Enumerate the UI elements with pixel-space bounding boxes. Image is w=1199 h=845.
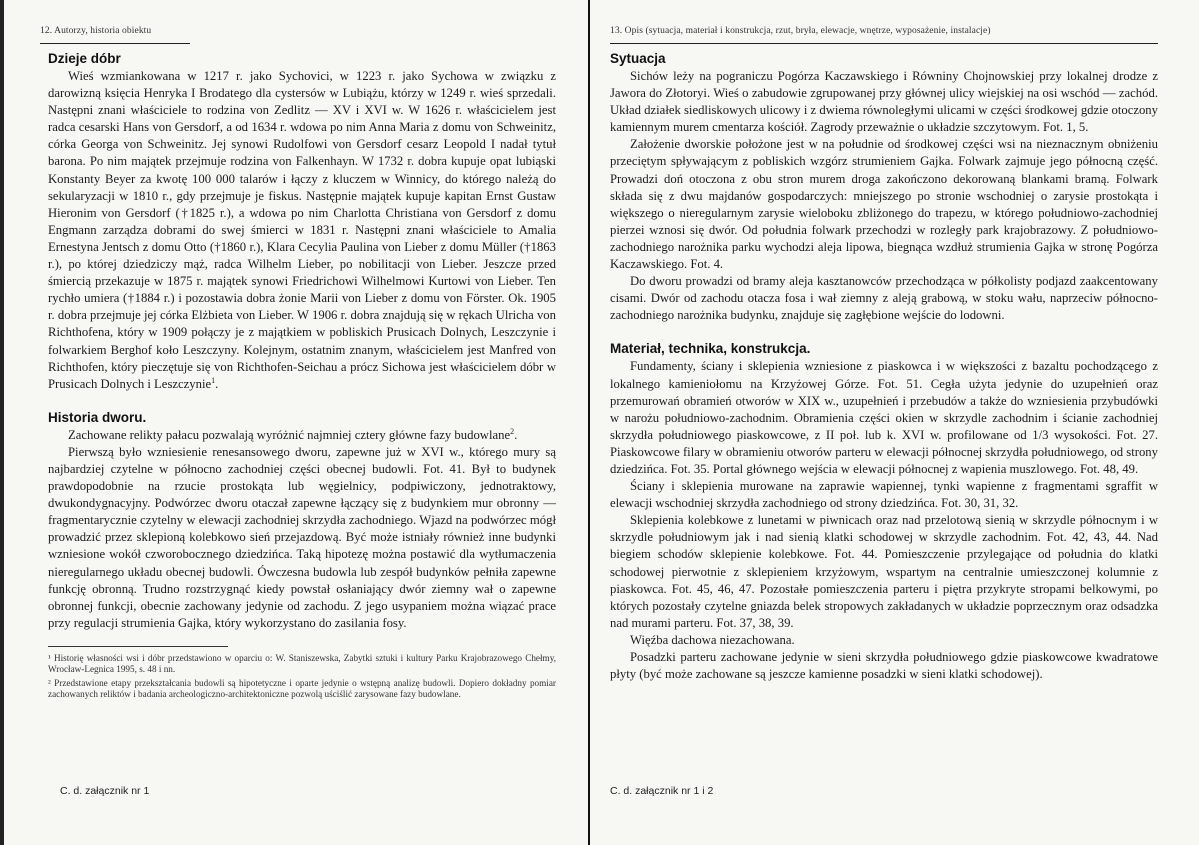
paragraph-sytuacja-3: Do dworu prowadzi od bramy aleja kasztanowców przechodząca w półkolisty podjazd zaakcentowany cisami. Dwór od zachodu otacza fosa i wał ziemny z aleją grabową, w stoku wału, naprzeciw północno-zachodniego narożnika budynku, znajduje się zagłębione wejście do lodowni.	[610, 274, 1158, 323]
page-footer-left: C. d. załącznik nr 1	[60, 785, 150, 797]
paragraph-material-3: Sklepienia kolebkowe z lunetami w piwnicach oraz nad przelotową sienią w skrzydle północnym i w skrzydle południowym jak i nad sienią klatki schodowej w skrzydle zachodnim. Fot. 42, 43, 44. Nad biegiem schodów sklepienie kolebkowe. Fot. 44. Pomieszczenie przylegające od południa do klatki schodowej pierwotnie z sklepieniem krzyżowym, wspartym na centralnie umieszczonej kolumnie z piaskowca. Fot. 45, 46, 47. Pozostałe pomieszczenia parteru i piętra przykryte stropami belkowymi, po których pozostały czytelne gniazda belek stropowych zakładanych w układzie poprzecznym oraz odsadzka nad murami parteru. Fot. 37, 38, 39.	[610, 513, 1158, 630]
left-page-body	[48, 50, 556, 703]
footnote-rule	[48, 646, 228, 647]
paragraph-material-1: Fundamenty, ściany i sklepienia wzniesione z piaskowca i w większości z bazaltu pochodzącego z lokalnego kamieniołomu na Krzyżowej Górze. Fot. 51. Cegła użyta jedynie do uzupełnień oraz przemurowań obramień otworów w XIX w., uzupełnień i przebudów a także do wzniesienia przybudówki w narożu południowo-zachodnim. Obramienia części okien w skrzydle zachodnim i ścianie zachodniej skrzydła południowego piaskowcowe, z II poł. lub k. XVI w. profilowane od 1/3 wysokości. Fot. 27. Piaskowcowe filary w obramieniu otworów parteru w elewacji północnej skrzydła południowego, od strony dziedzińca. Fot. 35. Portal głównego wejścia w elewacji północnej z wapienia muszlowego. Fot. 48, 49.	[610, 359, 1158, 476]
heading-dzieje-dobr: Dzieje dóbr	[48, 51, 121, 66]
footnote-ref-1: 1	[211, 375, 216, 385]
paragraph-sytuacja-2: Założenie dworskie położone jest w na południe od środkowej części wsi na nieznacznym obniżeniu przeciętym spływającym z pobliskich wzgórz strumieniem Gajka. Folwark zajmuje jego północną część. Prowadzi doń otoczona z obu stron murem droga zakończono dekorowaną blankami bramą. Folwark składa się z dwu majdanów gospodarczych: mniejszego po stronie wschodniej o zarysie prostokąta i większego o nieregularnym zarysie wieloboku zbliżonego do trapezu, w którego południowo-zachodniej pierzei wznosi się dwór. Od południa folwark przechodzi w rozległy park krajobrazowy. Z południowo-zachodniego narożnika parku wychodzi aleja lipowa, biegnąca wzdłuż strumienia Gajka w stronę Pogórza Kaczawskiego. Fot. 4.	[610, 137, 1158, 272]
footnote-2: ² Przedstawione etapy przekształcania budowli są hipotetyczne i oparte jedynie o wstępną analizę budowli. Dopiero dokładny pomiar zachowanych reliktów i badania archeologiczno-architektoniczne pozwolą uściślić zarysowane fazy budowlane.	[48, 677, 556, 700]
header-rule-right	[610, 43, 1158, 44]
paragraph-material-4: Więźba dachowa niezachowana.	[630, 632, 795, 647]
heading-historia-dworu: Historia dworu.	[48, 409, 147, 425]
heading-sytuacja: Sytuacja	[610, 51, 666, 66]
paragraph-material-2: Ściany i sklepienia murowane na zaprawie wapiennej, tynki wapienne z fragmentami sgraffit w elewacji wschodniej skrzydła zachodniego od strony dziedzińca. Fot. 30, 31, 32.	[610, 479, 1158, 511]
heading-material: Materiał, technika, konstrukcja.	[610, 341, 811, 357]
running-head-right: 13. Opis (sytuacja, materiał i konstrukcja, rzut, bryła, elewacje, wnętrze, wyposażenie, instalacje)	[610, 26, 991, 36]
page-footer-right: C. d. załącznik nr 1 i 2	[610, 785, 714, 797]
paragraph-dzieje-dobr: Wieś wzmiankowana w 1217 r. jako Sychovici, w 1223 r. jako Sychowa w związku z darowizną księcia Henryka I Brodatego dla cystersów w Lubiążu, którzy w 1249 r. wieś sprzedali. Następni znani właściciele to rodzina von Zedlitz — XV i XVI w. W 1626 r. właścicielem jest radca cesarski Hans von Gersdorf, a od 1634 r. wdowa po nim Anna Maria z domu von Schweinitz, córka Georga von Schweinitz. Jej synowi Rudolfowi von Gersdorf cesarz Leopold I nadał tytuł barona. Po nim majątek przejmuje rodzina von Falkenhayn. W 1732 r. dobra kupuje opat lubiąski Konstanty Beyer za kwotę 100 000 talarów i łączy z kluczem w Winnicy, do którego należą do sekularyzacji w 1810 r., gdy przejmuje je fiskus. Następnie majątek kupuje kapitan Ernst Gustaw Hieronim von Gersdorf (†1825 r.), a wdowa po nim Charlotta Christiana von Gersdorf z domu Engmann zarządza dobrami do swej śmierci w 1831 r. Następni znani właściciele to Amalia Ernestyna Jentsch z domu Otto (†1860 r.), Klara Cecylia Paulina von Lieber z domu Müller (†1863 r.), po której dziedziczy mąż, radca Wilhelm Lieber, po nobilitacji von Lieber. Jeszcze przed śmiercią przekazuje w 1875 r. majątek synowi Friedrichowi Wilhelmowi Kurtowi von Lieber. Ten rychło umiera (†1884 r.) i pozostawia dobra żonie Marii von Lieber z domu von Förster. Ok. 1905 r. dobra przejmuje jej córka Elżbieta von Lieber. W 1906 r. dobra znajdują się w rękach Ulricha von Richthofena, który w 1909 połączy je z majątkiem w pobliskich Prusicach Dolnych, Leszczynie i folwarkiem Berghof koło Leszczyny. Kolejnym, ostatnim znanym, właścicielem jest Manfred von Richthofen, który pieczętuje się von Richthofen-Seichau a prócz Sichowa jest właścicielem dóbr w Prusicach Dolnych i Leszczynie$^1$.	[48, 69, 556, 391]
paragraph-historia-phase1: Pierwszą było wzniesienie renesansowego dworu, zapewne już w XVI w., którego mury są najbardziej czytelne w północno zachodniej części obecnej budowli. Fot. 41. Był to budynek prawdopodobnie na rzucie prostokąta lub węgielnicy, podpiwiczony, jednotraktowy, dwukondygnacyjny. Podwórzec dworu otaczał zapewne łączący się z budynkiem mur obronny — fragmentarycznie czytelny w elewacji zachodniej skrzydła zachodniego. Wjazd na podwórzec mógł prowadzić przez sklepioną kolebkowo sień przejazdową. Być może istniały również inne budynki wzniesione wokół czworobocznego dziedzińca. Taką hipotezę można postawić dla wytłumaczenia nieregularnego układu obecnej budowli. Ówczesna budowla lub zespół budynków pełniła zapewne funkcję obronną. Trudno rozstrzygnąć kiedy powstał osłaniający dwór ziemny wał o zapewne obronnej funkcji, obecnie zachowany jedynie od zachodu. Z jego usypaniem można wiązać prace przy regulacji strumienia Gajka, który wykorzystano do zasilania fosy.	[48, 444, 556, 630]
paragraph-historia-intro: Zachowane relikty pałacu pozwalają wyróżnić najmniej cztery główne fazy budowlane$^2$.	[68, 426, 518, 442]
header-rule-left	[40, 43, 190, 44]
footnote-1: ¹ Historię własności wsi i dóbr przedstawiono w oparciu o: W. Staniszewska, Zabytki sztuki i kultury Parku Krajobrazowego Chełmy, Wrocław-Legnica 1995, s. 48 i nn.	[48, 652, 556, 675]
right-page	[590, 0, 1199, 845]
running-head-left: 12. Autorzy, historia obiektu	[40, 26, 152, 36]
paragraph-material-5: Posadzki parteru zachowane jedynie w sieni skrzydła południowego gdzie piaskowcowe kwadratowe płyty (być może zachowane są jeszcze kamienne posadzki w sieni klatki schodowej).	[610, 650, 1158, 682]
left-page	[0, 0, 588, 845]
footnote-ref-2: 2	[510, 426, 515, 436]
paragraph-sytuacja-1: Sichów leży na pograniczu Pogórza Kaczawskiego i Równiny Chojnowskiej przy lokalnej drodze z Jawora do Złotoryi. Wieś o zabudowie zgrupowanej przy głównej ulicy wiejskiej na osi wschód — zachód. Układ działek siedliskowych ulicowy i z dwiema równoległymi ulicami w części środkowej gdzie otoczony kamiennym murem cmentarza kościół. Zagrody przeważnie o układzie szczytowym. Fot. 1, 5.	[610, 69, 1158, 135]
right-page-body	[610, 50, 1158, 683]
